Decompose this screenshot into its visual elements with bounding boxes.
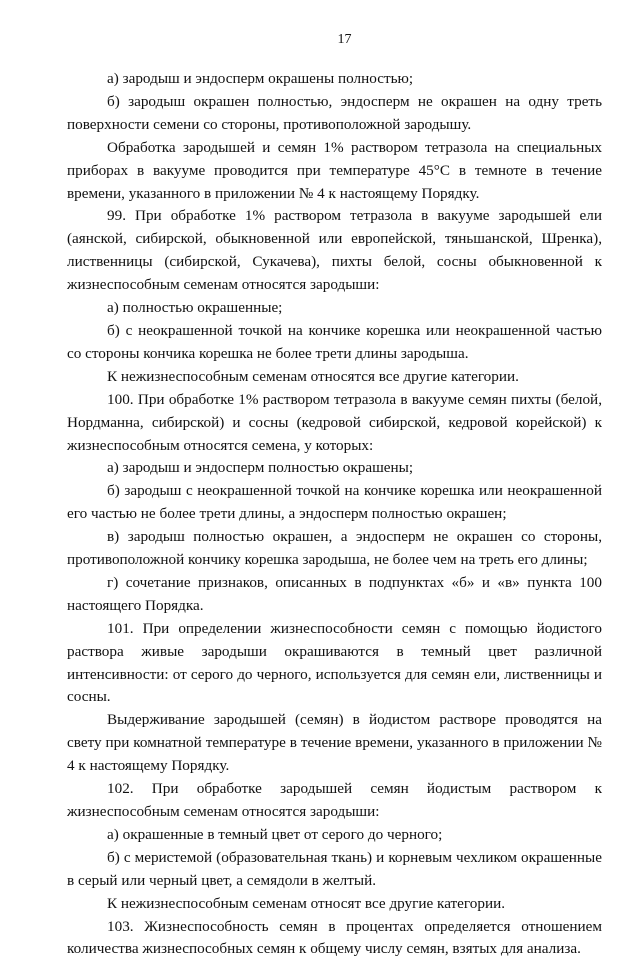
paragraph: а) зародыш и эндосперм окрашены полностью; bbox=[107, 70, 414, 87]
paragraph: в) зародыш полностью окрашен, а эндосперм не окрашен со стороны, противоположной кончику корешка зародыша, не более чем на треть его длины; bbox=[67, 528, 602, 569]
paragraph: б) с меристемой (образовательная ткань) и корневым чехликом окрашенные в серый или черный цвет, а семядоли в желтый. bbox=[67, 848, 602, 889]
paragraph: б) зародыш с неокрашенной точкой на кончике корешка или неокрашенной его частью не более трети длины, а эндосперм полностью окрашен; bbox=[67, 482, 602, 523]
paragraph: 101. При определении жизнеспособности семян с помощью йодистого раствора живые зародыши окрашиваются в темный цвет различной интенсивности: от серого до черного, используется для семян ели, лиственницы и сосны. bbox=[67, 619, 602, 706]
paragraph: б) зародыш окрашен полностью, эндосперм не окрашен на одну треть поверхности семени со стороны, противоположной зародышу. bbox=[67, 92, 602, 133]
paragraph: К нежизнеспособным семенам относятся все другие категории. bbox=[107, 367, 519, 385]
paragraph: г) сочетание признаков, описанных в подпунктах «б» и «в» пункта 100 настоящего Порядка. bbox=[67, 573, 602, 614]
paragraph: 100. При обработке 1% раствором тетразола в вакууме семян пихты (белой, Нордманна, сибирской) и сосны (кедровой сибирской, кедровой корейской) к жизнеспособным относятся семена, у которых: bbox=[67, 390, 602, 454]
paragraph: 103. Жизнеспособность семян в процентах определяется отношением количества жизнеспособных семян к общему числу семян, взятых для анализа. bbox=[67, 917, 602, 958]
paragraph: 102. При обработке зародышей семян йодистым раствором к жизнеспособным семенам относятся зародыши: bbox=[67, 780, 602, 820]
paragraph: б) с неокрашенной точкой на кончике корешка или неокрашенной частью со стороны кончика корешка не более трети длины зародыша. bbox=[67, 321, 602, 362]
paragraph: Выдерживание зародышей (семян) в йодистом растворе проводятся на свету при комнатной температуре в течение времени, указанного в приложении № 4 к настоящему Порядку. bbox=[67, 711, 602, 775]
page-number: 17 bbox=[337, 32, 352, 47]
paragraph: а) полностью окрашенные; bbox=[107, 299, 283, 317]
paragraph: 99. При обработке 1% раствором тетразола в вакууме зародышей ели (аянской, сибирской, обыкновенной или европейской, тяньшанской, Шренка), лиственницы (сибирской, Сукачева), пихты белой, сосны обыкновенной к жизнеспособным семенам относятся зародыши: bbox=[67, 207, 602, 294]
paragraph: К нежизнеспособным семенам относят все другие категории. bbox=[107, 894, 506, 912]
paragraph: а) окрашенные в темный цвет от серого до черного; bbox=[107, 825, 443, 843]
paragraph: Обработка зародышей и семян 1% раствором тетразола на специальных приборах в вакууме проводится при температуре 45°С в темноте в течение времени, указанного в приложении № 4 к настоящему Порядку. bbox=[67, 138, 602, 202]
paragraph: а) зародыш и эндосперм полностью окрашены; bbox=[107, 459, 414, 477]
